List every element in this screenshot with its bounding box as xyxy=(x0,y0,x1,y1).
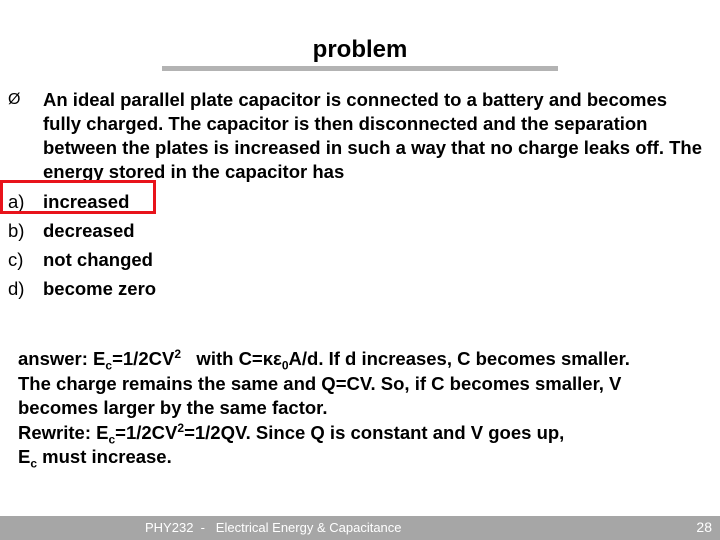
superscript: 2 xyxy=(174,346,182,361)
option-b xyxy=(8,216,408,245)
answer-line-3: becomes larger by the same factor. xyxy=(18,397,328,418)
arrow-bullet-icon: Ø xyxy=(8,91,21,108)
correct-answer-highlight xyxy=(0,180,156,214)
answer-text: Rewrite: E xyxy=(18,421,109,443)
subscript: c xyxy=(30,456,38,471)
option-text: decreased xyxy=(43,220,135,241)
option-text: not changed xyxy=(43,249,153,270)
answer-line-5 xyxy=(18,445,708,470)
option-letter: a) xyxy=(8,191,25,212)
option-text: increased xyxy=(43,191,130,212)
answer-text: =1/2CV xyxy=(115,421,178,443)
slide-title: problem xyxy=(312,36,408,63)
option-letter: b) xyxy=(8,220,25,241)
subscript: c xyxy=(108,432,116,447)
subscript: 0 xyxy=(281,358,289,373)
answer-text: must increase. xyxy=(37,446,172,467)
page-number: 28 xyxy=(696,519,712,535)
option-text: become zero xyxy=(43,278,157,299)
option-letter: d) xyxy=(8,278,25,299)
option-c xyxy=(8,245,408,274)
answer-text: =1/2CV xyxy=(112,348,175,369)
answer-line-1 xyxy=(18,347,708,372)
option-letter: c) xyxy=(8,249,24,270)
course-title: PHY232 - Electrical Energy & Capacitance xyxy=(145,520,402,535)
slide-footer xyxy=(0,516,720,540)
answer-line-4 xyxy=(18,421,708,446)
title-underline xyxy=(162,66,558,71)
question xyxy=(8,88,708,184)
answer-text: A/d. If d increases, C becomes smaller. xyxy=(288,348,630,369)
answer-text: answer: E xyxy=(18,348,106,369)
superscript: 2 xyxy=(177,420,185,435)
answer-line-2: The charge remains the same and Q=CV. So, if C becomes smaller, V xyxy=(18,372,622,394)
subscript: c xyxy=(105,358,113,373)
answer-explanation xyxy=(18,347,708,470)
answer-text: =1/2QV. Since Q is constant and V goes up, xyxy=(184,421,565,443)
answer-text: E xyxy=(18,446,31,467)
answer-text: with C=κε xyxy=(181,348,282,369)
question-text: An ideal parallel plate capacitor is connected to a battery and becomes fully charged. The capacitor is then disconnected and the separation between the plates is increased in such a way that no charge leaks off. The energy stored in the capacitor has xyxy=(43,89,703,182)
option-d xyxy=(8,274,408,303)
